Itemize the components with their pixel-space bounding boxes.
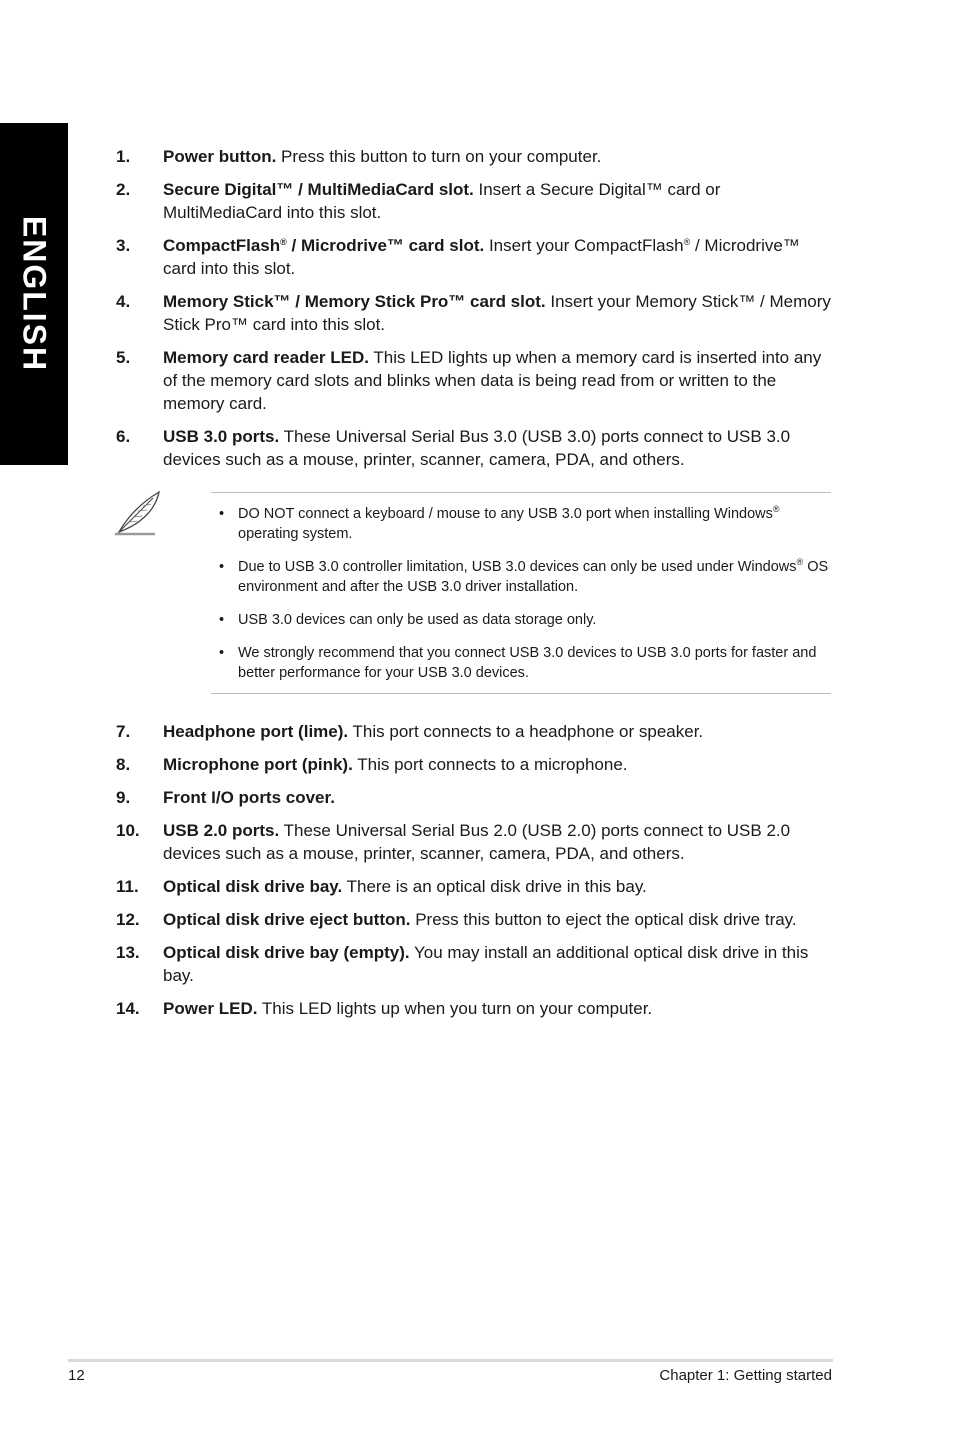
item-term: Secure Digital™ / MultiMediaCard slot.: [163, 180, 474, 199]
item-term: Optical disk drive eject button.: [163, 910, 411, 929]
item-number: 1.: [116, 147, 131, 166]
list-item: [116, 875, 832, 898]
item-term: CompactFlash® / Microdrive™ card slot.: [163, 236, 485, 255]
list-item: [116, 819, 832, 865]
item-description: These Universal Serial Bus 3.0 (USB 3.0) ports connect to USB 3.0 devices such as a mouse, printer, scanner, camera, PDA, and others.: [163, 427, 791, 469]
note-item: • Due to USB 3.0 controller limitation, USB 3.0 devices can only be used under Windows® OS environment and after the USB 3.0 driver installation.: [219, 557, 829, 595]
registered-mark: ®: [280, 237, 287, 247]
note-item: • DO NOT connect a keyboard / mouse to any USB 3.0 port when installing Windows® operating system.: [219, 504, 780, 542]
item-description: This LED lights up when you turn on your computer.: [257, 999, 653, 1018]
item-term: USB 2.0 ports.: [163, 821, 280, 840]
item-description: This port connects to a headphone or speaker.: [348, 722, 704, 741]
bullet: •: [219, 645, 225, 661]
list-item: [116, 178, 832, 224]
registered-mark: ®: [796, 557, 804, 567]
registered-mark: ®: [683, 237, 691, 247]
chapter-title: Chapter 1: Getting started: [659, 1367, 832, 1384]
item-number: 8.: [116, 755, 131, 774]
item-number: 10.: [116, 821, 140, 840]
footer-divider: [68, 1359, 833, 1362]
note-item: • USB 3.0 devices can only be used as data storage only.: [219, 612, 597, 628]
item-term: USB 3.0 ports.: [163, 427, 280, 446]
item-number: 11.: [116, 877, 139, 896]
item-description: Press this button to eject the optical disk drive tray.: [410, 910, 797, 929]
item-term: Microphone port (pink).: [163, 755, 353, 774]
item-number: 2.: [116, 180, 131, 199]
item-number: 14.: [116, 999, 140, 1018]
item-description: Insert your Memory Stick™ / Memory Stick Pro™ card into this slot.: [163, 292, 831, 334]
item-description: There is an optical disk drive in this bay.: [342, 877, 647, 896]
bullet: •: [219, 612, 225, 628]
page-number: 12: [68, 1367, 85, 1384]
list-item: [116, 753, 832, 776]
item-number: 3.: [116, 236, 131, 255]
feature-list-top: [116, 145, 832, 481]
note-box: [211, 492, 831, 694]
list-item: [116, 290, 832, 336]
list-item: [116, 346, 832, 415]
list-item: [116, 425, 832, 471]
item-number: 13.: [116, 943, 140, 962]
language-tab-label: ENGLISH: [16, 215, 53, 373]
item-number: 4.: [116, 292, 131, 311]
list-item: [116, 997, 832, 1020]
item-term: Memory Stick™ / Memory Stick Pro™ card slot.: [163, 292, 546, 311]
bullet: •: [219, 506, 225, 522]
note-item: • We strongly recommend that you connect USB 3.0 devices to USB 3.0 ports for faster and better performance for your USB 3.0 devices.: [219, 645, 817, 681]
item-number: 6.: [116, 427, 131, 446]
note-feather-icon: [113, 488, 165, 540]
list-item: [116, 720, 832, 743]
item-number: 7.: [116, 722, 131, 741]
item-term: Power button.: [163, 147, 277, 166]
list-item: [116, 786, 832, 809]
item-term: Optical disk drive bay (empty).: [163, 943, 410, 962]
item-description: Press this button to turn on your computer.: [276, 147, 602, 166]
item-term: Optical disk drive bay.: [163, 877, 343, 896]
registered-mark: ®: [772, 504, 780, 514]
item-term: Power LED.: [163, 999, 258, 1018]
language-tab: [0, 123, 68, 465]
item-description: These Universal Serial Bus 2.0 (USB 2.0) ports connect to USB 2.0 devices such as a mouse, printer, scanner, camera, PDA, and others.: [163, 821, 791, 863]
list-item: [116, 234, 832, 280]
item-term: Memory card reader LED.: [163, 348, 369, 367]
item-term: Front I/O ports cover.: [163, 788, 335, 807]
feature-list-bottom: [116, 720, 832, 1030]
list-item: [116, 941, 832, 987]
list-item: [116, 908, 832, 931]
item-number: 5.: [116, 348, 131, 367]
item-description: This port connects to a microphone.: [352, 755, 628, 774]
item-number: 12.: [116, 910, 140, 929]
item-term: Headphone port (lime).: [163, 722, 349, 741]
item-number: 9.: [116, 788, 131, 807]
item-description: Insert your CompactFlash® / Microdrive™ card into this slot.: [163, 236, 800, 278]
item-description: You may install an additional optical disk drive in this bay.: [163, 943, 809, 985]
item-description: This LED lights up when a memory card is inserted into any of the memory card slots and blinks when data is being read from or written to the memory card.: [163, 348, 822, 413]
list-item: [116, 145, 832, 168]
item-description: Insert a Secure Digital™ card or MultiMediaCard into this slot.: [163, 180, 721, 222]
bullet: •: [219, 559, 225, 575]
